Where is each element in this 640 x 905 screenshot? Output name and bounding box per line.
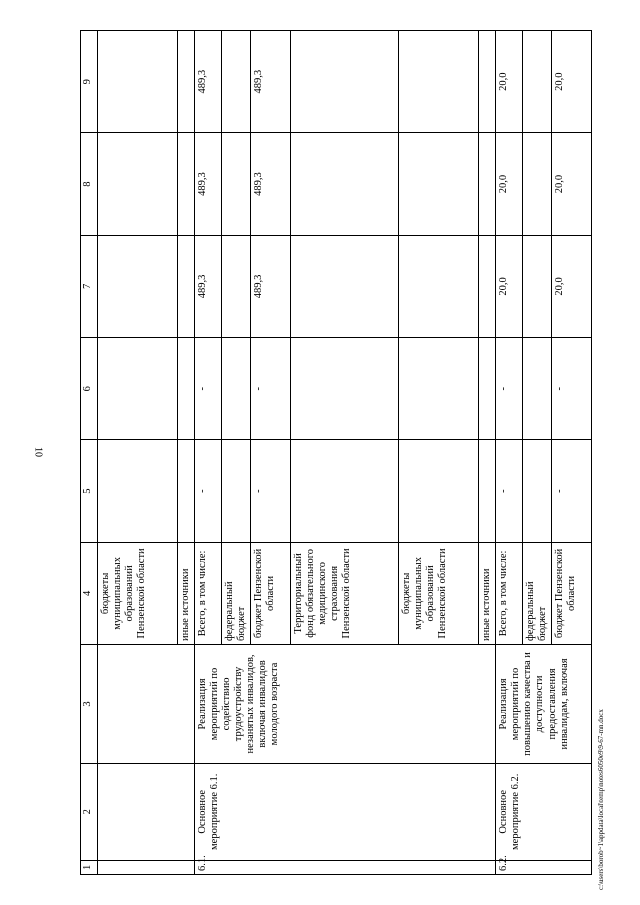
- value-cell: -: [496, 440, 523, 542]
- table-cell: [222, 338, 251, 440]
- value-cell: 489,3: [195, 235, 222, 337]
- table-cell: [98, 31, 178, 133]
- page-number: 10: [32, 447, 44, 457]
- table-cell: [479, 133, 496, 235]
- value-cell: 20,0: [552, 235, 592, 337]
- value-cell: -: [496, 338, 523, 440]
- table-cell: [222, 31, 251, 133]
- funding-source-cell: бюджет Пензенской области: [552, 542, 592, 644]
- table-cell: [479, 235, 496, 337]
- table-cell: [178, 338, 195, 440]
- row-number-cell: 6.1.: [195, 860, 496, 874]
- header-cell: 8: [81, 133, 98, 235]
- header-cell: 7: [81, 235, 98, 337]
- header-cell: 3: [81, 645, 98, 764]
- table-cell: [291, 440, 399, 542]
- table-cell: [399, 235, 479, 337]
- value-cell: 489,3: [251, 31, 291, 133]
- measure-description-cell: Реализация мероприятий по повышению качества и доступности предоставления инвалидам, включая: [496, 645, 592, 764]
- table-cell: [178, 440, 195, 542]
- funding-source-cell: федеральный бюджет: [222, 542, 251, 644]
- value-cell: 489,3: [251, 235, 291, 337]
- value-cell: 489,3: [195, 31, 222, 133]
- header-cell: 1: [81, 860, 98, 874]
- table-cell: [291, 338, 399, 440]
- table-cell: [98, 235, 178, 337]
- table-cell: [291, 31, 399, 133]
- table-cell: [523, 440, 552, 542]
- value-cell: 20,0: [552, 133, 592, 235]
- funding-source-cell: Всего, в том числе:: [195, 542, 222, 644]
- funding-source-cell: Территориальный фонд обязательного медицинского страхования Пензенской области: [291, 542, 399, 644]
- table-cell: [479, 31, 496, 133]
- value-cell: 20,0: [496, 133, 523, 235]
- table-row: [98, 31, 178, 875]
- table-row: [195, 31, 222, 875]
- table-cell: [178, 133, 195, 235]
- table-cell: [479, 338, 496, 440]
- table-cell: [523, 31, 552, 133]
- table-cell: [98, 860, 195, 874]
- table-cell: [98, 440, 178, 542]
- header-cell: 5: [81, 440, 98, 542]
- header-row: [81, 31, 98, 875]
- table-cell: [523, 133, 552, 235]
- table-cell: [98, 133, 178, 235]
- table-cell: [222, 235, 251, 337]
- table-cell: [98, 645, 195, 764]
- table-cell: [291, 133, 399, 235]
- table-row: [496, 31, 523, 875]
- value-cell: -: [552, 338, 592, 440]
- value-cell: 20,0: [496, 235, 523, 337]
- table-cell: [178, 31, 195, 133]
- value-cell: -: [195, 338, 222, 440]
- value-cell: -: [195, 440, 222, 542]
- value-cell: 489,3: [195, 133, 222, 235]
- table-cell: [222, 440, 251, 542]
- table-cell: [399, 31, 479, 133]
- footer-file-path: c:\users\borob~1\appdata\local\temp\notes6050e9\9-67-mn.docx: [597, 709, 605, 890]
- header-cell: 6: [81, 338, 98, 440]
- funding-source-cell: иные источники: [178, 542, 195, 644]
- value-cell: -: [251, 338, 291, 440]
- table-cell: [399, 133, 479, 235]
- table-cell: [399, 440, 479, 542]
- row-number-cell: 6.2.: [496, 860, 592, 874]
- rotated-table-container: [80, 30, 630, 875]
- budget-table: [80, 30, 592, 875]
- table-cell: [479, 440, 496, 542]
- table-cell: [291, 235, 399, 337]
- table-cell: [523, 235, 552, 337]
- funding-source-cell: бюджеты муниципальных образований Пензенской области: [399, 542, 479, 644]
- measure-name-cell: Основное мероприятие 6.1.: [195, 763, 496, 860]
- value-cell: -: [552, 440, 592, 542]
- value-cell: 20,0: [496, 31, 523, 133]
- table-cell: [222, 133, 251, 235]
- header-cell: 4: [81, 542, 98, 644]
- funding-source-cell: Всего, в том числе:: [496, 542, 523, 644]
- header-cell: 2: [81, 763, 98, 860]
- table-cell: [523, 338, 552, 440]
- funding-source-cell: иные источники: [479, 542, 496, 644]
- value-cell: 20,0: [552, 31, 592, 133]
- funding-source-cell: федеральный бюджет: [523, 542, 552, 644]
- funding-source-cell: бюджет Пензенской области: [251, 542, 291, 644]
- funding-source-cell: бюджеты муниципальных образований Пензенской области: [98, 542, 178, 644]
- header-cell: 9: [81, 31, 98, 133]
- table-cell: [98, 338, 178, 440]
- value-cell: -: [251, 440, 291, 542]
- table-cell: [98, 763, 195, 860]
- table-cell: [399, 338, 479, 440]
- measure-name-cell: Основное мероприятие 6.2.: [496, 763, 592, 860]
- table-cell: [178, 235, 195, 337]
- value-cell: 489,3: [251, 133, 291, 235]
- measure-description-cell: Реализация мероприятий по содействию трудоустройству незанятых инвалидов, включая инвалидов молодого возраста: [195, 645, 496, 764]
